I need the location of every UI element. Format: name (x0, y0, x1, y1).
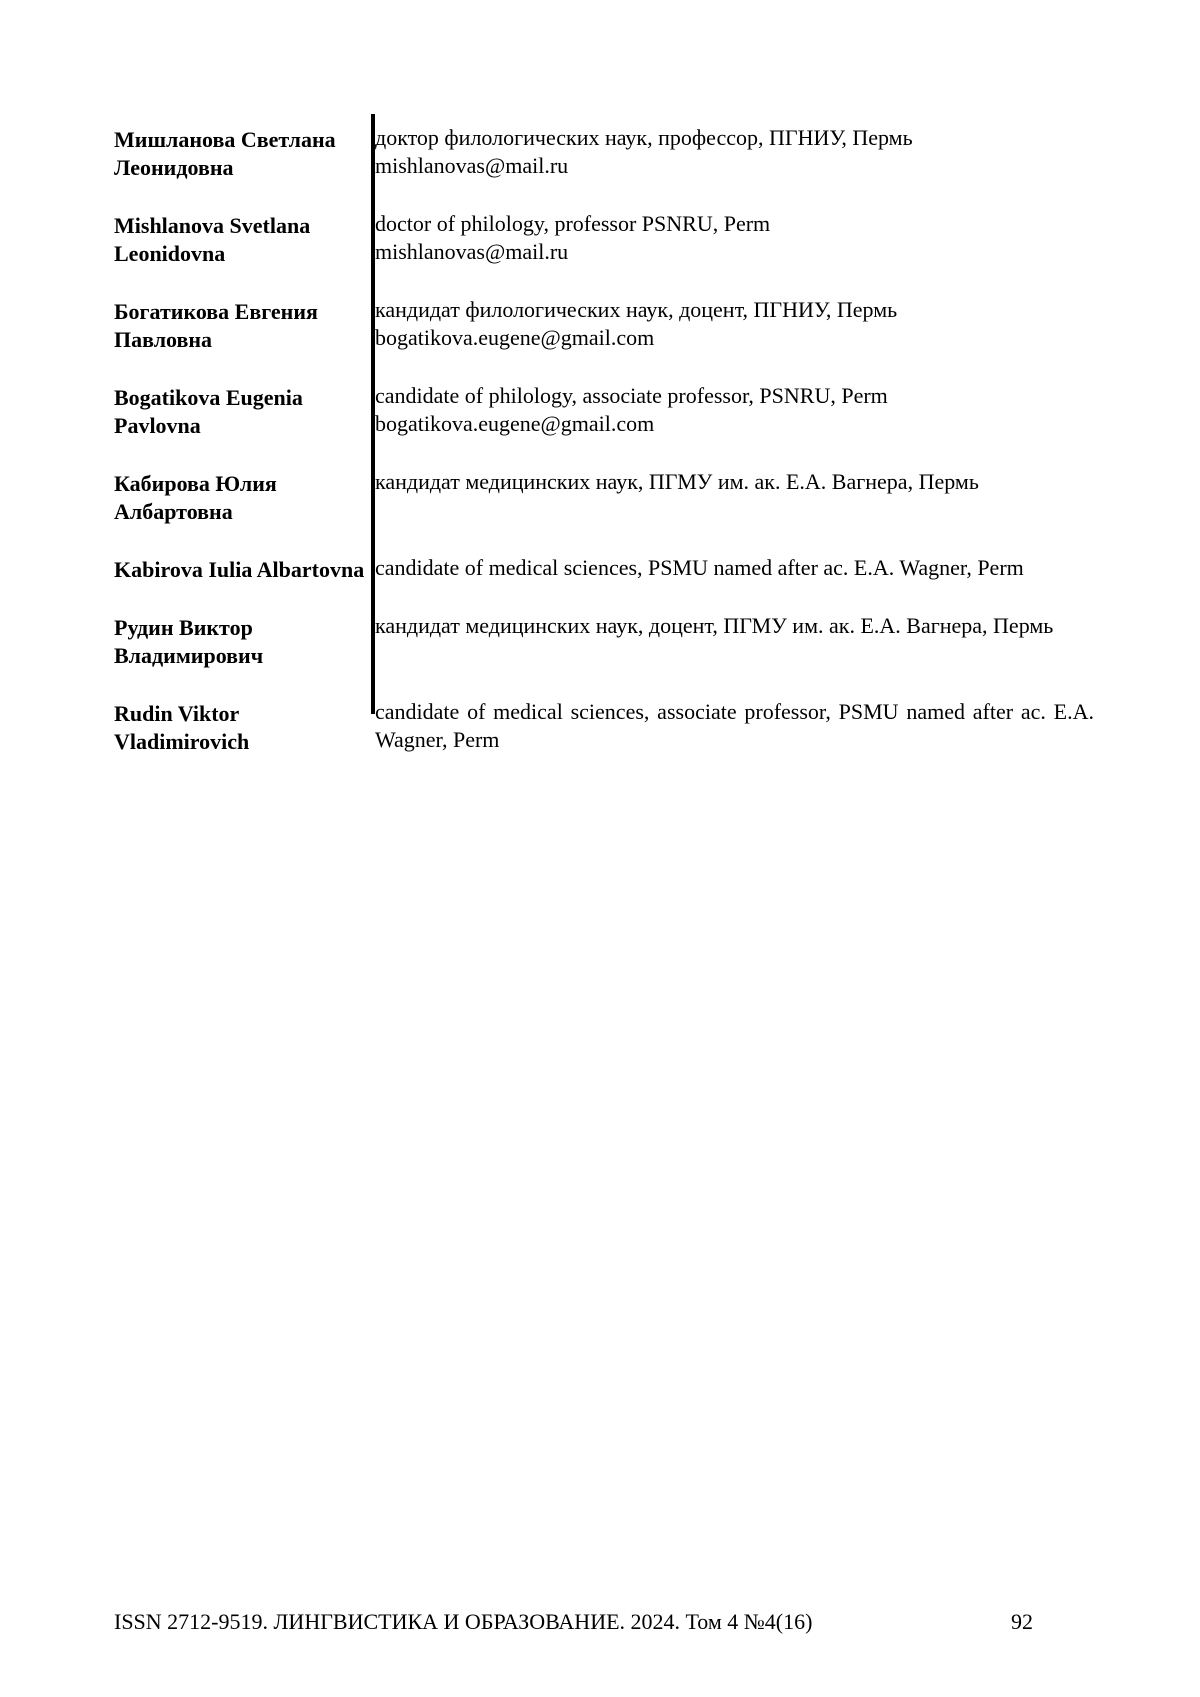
author-row (114, 602, 1094, 670)
author-affiliation: кандидат медицинских наук, доцент, ПГМУ им. ак. Е.А. Вагнера, Пермь (375, 613, 1054, 638)
author-row (114, 114, 1094, 182)
author-name: Рудин Виктор Владимирович (114, 615, 264, 668)
author-name: Mishlanova Svetlana Leonidovna (114, 213, 311, 266)
author-row (114, 200, 1094, 268)
author-row (114, 688, 1094, 756)
journal-citation: ISSN 2712-9519. ЛИНГВИСТИКА И ОБРАЗОВАНИЕ. 2024. Том 4 №4(16) (114, 1609, 813, 1634)
author-name: Bogatikova Eugenia Pavlovna (114, 385, 303, 438)
author-row (114, 544, 1094, 584)
author-email: bogatikova.eugene@gmail.com (375, 325, 655, 350)
author-info (371, 458, 1094, 496)
author-name: Кабирова Юлия Албартовна (114, 471, 277, 524)
author-name: Kabirova Iulia Albartovna (114, 557, 365, 582)
author-affiliation: doctor of philology, professor PSNRU, Perm (375, 211, 771, 236)
page-number: 92 (1011, 1609, 1033, 1634)
author-row (114, 372, 1094, 440)
author-row (114, 286, 1094, 354)
author-email: bogatikova.eugene@gmail.com (375, 411, 655, 436)
author-affiliation: кандидат медицинских наук, ПГМУ им. ак. Е.А. Вагнера, Пермь (375, 469, 979, 494)
author-name: Мишланова Светлана Леонидовна (114, 127, 336, 180)
author-name: Богатикова Евгения Павловна (114, 299, 318, 352)
author-info (371, 114, 1094, 180)
author-info (371, 200, 1094, 266)
authors-table (114, 114, 1094, 774)
author-affiliation: кандидат филологических наук, доцент, ПГНИУ, Пермь (375, 297, 898, 322)
author-row (114, 458, 1094, 526)
author-info (371, 372, 1094, 438)
author-name: Rudin Viktor Vladimirovich (114, 701, 250, 754)
author-info (371, 688, 1094, 754)
author-affiliation: candidate of philology, associate professor, PSNRU, Perm (375, 383, 888, 408)
author-affiliation: candidate of medical sciences, associate professor, PSMU named after ac. E.A. Wagner, Perm (375, 699, 1094, 752)
author-affiliation: доктор филологических наук, профессор, ПГНИУ, Пермь (375, 125, 913, 150)
author-email: mishlanovas@mail.ru (375, 239, 569, 264)
author-info (371, 286, 1094, 352)
author-affiliation: candidate of medical sciences, PSMU named after ac. E.A. Wagner, Perm (375, 555, 1024, 580)
author-email: mishlanovas@mail.ru (375, 153, 569, 178)
author-info (371, 602, 1094, 640)
vertical-divider (371, 114, 375, 714)
author-info (371, 544, 1094, 582)
